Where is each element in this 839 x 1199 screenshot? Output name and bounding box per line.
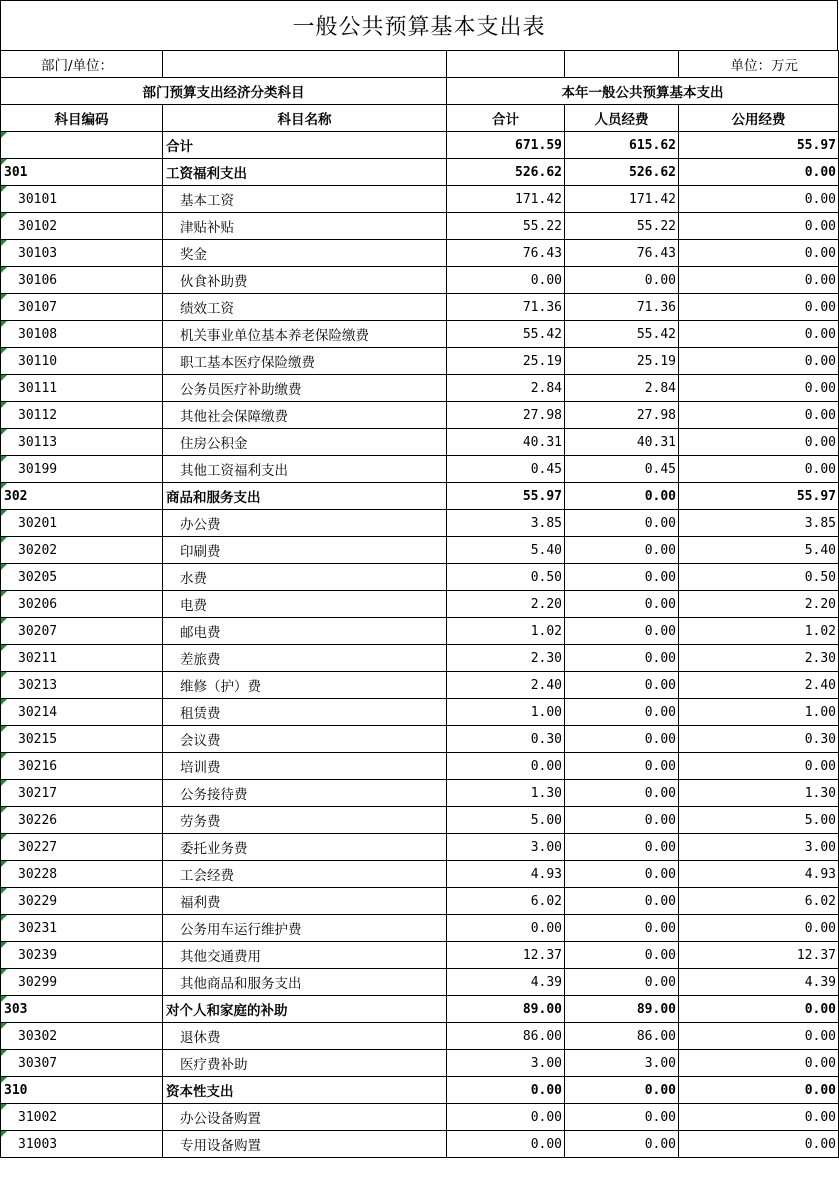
group-header-right: 本年一般公共预算基本支出 xyxy=(447,78,839,105)
row-public-cell[interactable]: 0.00 xyxy=(679,402,839,429)
row-name-cell[interactable]: 基本工资 xyxy=(163,186,447,213)
row-personnel-cell[interactable]: 86.00 xyxy=(565,1023,679,1050)
table-row xyxy=(1,510,839,537)
table-row xyxy=(1,942,839,969)
cell-warning-triangle-icon xyxy=(1,996,7,1002)
cell-warning-triangle-icon xyxy=(1,753,7,759)
row-public-cell[interactable]: 4.39 xyxy=(679,969,839,996)
row-name-cell[interactable]: 机关事业单位基本养老保险缴费 xyxy=(163,321,447,348)
blank-cell[interactable] xyxy=(565,51,679,78)
row-name-cell[interactable]: 工会经费 xyxy=(163,861,447,888)
cell-warning-triangle-icon xyxy=(1,483,7,489)
blank-cell[interactable] xyxy=(447,51,565,78)
row-public-cell[interactable]: 0.00 xyxy=(679,159,839,186)
table-row xyxy=(1,213,839,240)
row-personnel-cell[interactable]: 25.19 xyxy=(565,348,679,375)
row-name-cell[interactable]: 伙食补助费 xyxy=(163,267,447,294)
row-personnel-cell[interactable]: 40.31 xyxy=(565,429,679,456)
row-public-cell[interactable]: 0.00 xyxy=(679,1131,839,1158)
row-public-cell[interactable]: 1.30 xyxy=(679,780,839,807)
col-header-name: 科目名称 xyxy=(163,105,447,132)
row-name-cell[interactable]: 其他社会保障缴费 xyxy=(163,402,447,429)
row-public-cell[interactable]: 55.97 xyxy=(679,132,839,159)
row-personnel-cell[interactable]: 0.00 xyxy=(565,591,679,618)
table-row xyxy=(1,537,839,564)
row-name-cell[interactable]: 医疗费补助 xyxy=(163,1050,447,1077)
row-total-cell[interactable]: 89.00 xyxy=(447,996,565,1023)
row-personnel-cell[interactable]: 0.00 xyxy=(565,618,679,645)
table-row xyxy=(1,591,839,618)
row-total-cell[interactable]: 2.20 xyxy=(447,591,565,618)
row-total-cell[interactable]: 76.43 xyxy=(447,240,565,267)
cell-warning-triangle-icon xyxy=(1,429,7,435)
row-code-cell[interactable]: 30107 xyxy=(1,294,163,321)
row-code-cell[interactable]: 302 xyxy=(1,483,163,510)
row-name-cell[interactable]: 差旅费 xyxy=(163,645,447,672)
row-total-cell[interactable]: 0.00 xyxy=(447,1131,565,1158)
cell-warning-triangle-icon xyxy=(1,1104,7,1110)
row-personnel-cell[interactable]: 0.00 xyxy=(565,807,679,834)
row-public-cell[interactable]: 5.00 xyxy=(679,807,839,834)
row-total-cell[interactable]: 55.97 xyxy=(447,483,565,510)
row-personnel-cell[interactable]: 76.43 xyxy=(565,240,679,267)
col-header-total: 合计 xyxy=(447,105,565,132)
row-name-cell[interactable]: 委托业务费 xyxy=(163,834,447,861)
cell-warning-triangle-icon xyxy=(1,348,7,354)
row-public-cell[interactable]: 0.00 xyxy=(679,240,839,267)
row-personnel-cell[interactable]: 171.42 xyxy=(565,186,679,213)
cell-warning-triangle-icon xyxy=(1,699,7,705)
row-public-cell[interactable]: 0.50 xyxy=(679,564,839,591)
cell-warning-triangle-icon xyxy=(1,888,7,894)
col-header-public: 公用经费 xyxy=(679,105,839,132)
row-public-cell[interactable]: 0.00 xyxy=(679,375,839,402)
row-name-cell[interactable]: 公务员医疗补助缴费 xyxy=(163,375,447,402)
row-total-cell[interactable]: 55.42 xyxy=(447,321,565,348)
table-row xyxy=(1,186,839,213)
row-name-cell[interactable]: 其他工资福利支出 xyxy=(163,456,447,483)
row-personnel-cell[interactable]: 0.00 xyxy=(565,888,679,915)
row-total-cell[interactable]: 671.59 xyxy=(447,132,565,159)
row-total-cell[interactable]: 86.00 xyxy=(447,1023,565,1050)
row-personnel-cell[interactable]: 0.00 xyxy=(565,510,679,537)
row-code-cell[interactable]: 30112 xyxy=(1,402,163,429)
row-code-cell[interactable]: 30213 xyxy=(1,672,163,699)
row-public-cell[interactable]: 0.00 xyxy=(679,294,839,321)
cell-warning-triangle-icon xyxy=(1,591,7,597)
cell-warning-triangle-icon xyxy=(1,942,7,948)
row-public-cell[interactable]: 0.00 xyxy=(679,1077,839,1104)
table-row xyxy=(1,861,839,888)
cell-warning-triangle-icon xyxy=(1,456,7,462)
row-code-cell[interactable]: 30217 xyxy=(1,780,163,807)
row-public-cell[interactable]: 2.20 xyxy=(679,591,839,618)
table-row xyxy=(1,402,839,429)
row-public-cell[interactable]: 1.00 xyxy=(679,699,839,726)
row-personnel-cell[interactable]: 55.42 xyxy=(565,321,679,348)
row-total-cell[interactable]: 3.00 xyxy=(447,1050,565,1077)
cell-warning-triangle-icon xyxy=(1,1023,7,1029)
cell-warning-triangle-icon xyxy=(1,321,7,327)
table-row xyxy=(1,780,839,807)
table-row xyxy=(1,1104,839,1131)
cell-warning-triangle-icon xyxy=(1,915,7,921)
row-personnel-cell[interactable]: 0.00 xyxy=(565,753,679,780)
row-public-cell[interactable]: 0.00 xyxy=(679,186,839,213)
table-row xyxy=(1,618,839,645)
row-name-cell[interactable]: 奖金 xyxy=(163,240,447,267)
cell-warning-triangle-icon xyxy=(1,537,7,543)
row-public-cell[interactable]: 0.00 xyxy=(679,996,839,1023)
row-name-cell[interactable]: 公务用车运行维护费 xyxy=(163,915,447,942)
row-public-cell[interactable]: 0.00 xyxy=(679,915,839,942)
row-personnel-cell[interactable]: 0.00 xyxy=(565,1077,679,1104)
cell-warning-triangle-icon xyxy=(1,510,7,516)
row-total-cell[interactable]: 5.40 xyxy=(447,537,565,564)
row-total-cell[interactable]: 4.93 xyxy=(447,861,565,888)
row-public-cell[interactable]: 12.37 xyxy=(679,942,839,969)
table-row xyxy=(1,132,839,159)
cell-warning-triangle-icon xyxy=(1,1050,7,1056)
row-personnel-cell[interactable]: 0.00 xyxy=(565,780,679,807)
row-personnel-cell[interactable]: 0.00 xyxy=(565,672,679,699)
table-row xyxy=(1,267,839,294)
row-name-cell[interactable]: 公务接待费 xyxy=(163,780,447,807)
table-row xyxy=(1,888,839,915)
row-total-cell[interactable]: 3.85 xyxy=(447,510,565,537)
col-header-code: 科目编码 xyxy=(1,105,163,132)
row-code-cell[interactable]: 30202 xyxy=(1,537,163,564)
row-code-cell[interactable]: 30216 xyxy=(1,753,163,780)
unit-label-cell xyxy=(679,51,839,78)
table-row xyxy=(1,753,839,780)
row-total-cell[interactable]: 40.31 xyxy=(447,429,565,456)
cell-warning-triangle-icon xyxy=(1,213,7,219)
table-row xyxy=(1,348,839,375)
row-total-cell[interactable]: 2.84 xyxy=(447,375,565,402)
row-personnel-cell[interactable]: 0.00 xyxy=(565,834,679,861)
row-public-cell[interactable]: 0.30 xyxy=(679,726,839,753)
dept-value-cell[interactable] xyxy=(163,51,447,78)
row-personnel-cell[interactable]: 0.00 xyxy=(565,861,679,888)
row-total-cell[interactable]: 5.00 xyxy=(447,807,565,834)
row-public-cell[interactable]: 0.00 xyxy=(679,1104,839,1131)
row-name-cell[interactable]: 专用设备购置 xyxy=(163,1131,447,1158)
table-row xyxy=(1,375,839,402)
cell-warning-triangle-icon xyxy=(1,726,7,732)
row-public-cell[interactable]: 2.30 xyxy=(679,645,839,672)
row-name-cell[interactable]: 商品和服务支出 xyxy=(163,483,447,510)
row-name-cell[interactable]: 其他商品和服务支出 xyxy=(163,969,447,996)
row-name-cell[interactable]: 工资福利支出 xyxy=(163,159,447,186)
table-row xyxy=(1,1131,839,1158)
table-row xyxy=(1,915,839,942)
row-name-cell[interactable]: 退休费 xyxy=(163,1023,447,1050)
row-public-cell[interactable]: 0.00 xyxy=(679,753,839,780)
row-public-cell[interactable]: 0.00 xyxy=(679,213,839,240)
row-personnel-cell[interactable]: 615.62 xyxy=(565,132,679,159)
row-name-cell[interactable]: 资本性支出 xyxy=(163,1077,447,1104)
row-public-cell[interactable]: 55.97 xyxy=(679,483,839,510)
cell-warning-triangle-icon xyxy=(1,267,7,273)
table-row xyxy=(1,726,839,753)
row-personnel-cell[interactable]: 2.84 xyxy=(565,375,679,402)
row-total-cell[interactable]: 4.39 xyxy=(447,969,565,996)
table-row xyxy=(1,834,839,861)
row-code-cell[interactable]: 30307 xyxy=(1,1050,163,1077)
row-code-cell[interactable]: 31003 xyxy=(1,1131,163,1158)
row-personnel-cell[interactable]: 0.00 xyxy=(565,726,679,753)
table-row xyxy=(1,159,839,186)
table-row xyxy=(1,645,839,672)
row-total-cell[interactable]: 6.02 xyxy=(447,888,565,915)
row-total-cell[interactable]: 25.19 xyxy=(447,348,565,375)
row-name-cell[interactable]: 住房公积金 xyxy=(163,429,447,456)
row-code-cell[interactable]: 30207 xyxy=(1,618,163,645)
row-total-cell[interactable]: 1.30 xyxy=(447,780,565,807)
row-code-cell[interactable]: 30228 xyxy=(1,861,163,888)
row-personnel-cell[interactable]: 0.00 xyxy=(565,699,679,726)
cell-warning-triangle-icon xyxy=(1,1131,7,1137)
row-public-cell[interactable]: 0.00 xyxy=(679,456,839,483)
row-code-cell[interactable]: 30113 xyxy=(1,429,163,456)
row-personnel-cell[interactable]: 526.62 xyxy=(565,159,679,186)
table-row xyxy=(1,294,839,321)
row-total-cell[interactable]: 0.00 xyxy=(447,1077,565,1104)
row-total-cell[interactable]: 0.30 xyxy=(447,726,565,753)
row-name-cell[interactable]: 其他交通费用 xyxy=(163,942,447,969)
row-code-cell[interactable]: 30205 xyxy=(1,564,163,591)
row-code-cell[interactable]: 31002 xyxy=(1,1104,163,1131)
row-name-cell[interactable]: 电费 xyxy=(163,591,447,618)
col-header-personnel: 人员经费 xyxy=(565,105,679,132)
row-public-cell[interactable]: 5.40 xyxy=(679,537,839,564)
row-personnel-cell[interactable]: 0.00 xyxy=(565,564,679,591)
row-code-cell[interactable]: 30227 xyxy=(1,834,163,861)
row-code-cell[interactable]: 301 xyxy=(1,159,163,186)
row-name-cell[interactable]: 办公费 xyxy=(163,510,447,537)
row-total-cell[interactable]: 0.45 xyxy=(447,456,565,483)
table-row xyxy=(1,456,839,483)
row-total-cell[interactable]: 1.02 xyxy=(447,618,565,645)
unit-label: 单位：万元 xyxy=(730,58,798,74)
cell-warning-triangle-icon xyxy=(1,564,7,570)
cell-warning-triangle-icon xyxy=(1,186,7,192)
cell-warning-triangle-icon xyxy=(1,132,7,138)
row-name-cell[interactable]: 合计 xyxy=(163,132,447,159)
row-code-cell[interactable]: 30211 xyxy=(1,645,163,672)
cell-warning-triangle-icon xyxy=(1,240,7,246)
row-total-cell[interactable]: 2.30 xyxy=(447,645,565,672)
row-personnel-cell[interactable]: 0.00 xyxy=(565,537,679,564)
cell-warning-triangle-icon xyxy=(1,1077,7,1083)
cell-warning-triangle-icon xyxy=(1,834,7,840)
table-row xyxy=(1,672,839,699)
row-name-cell[interactable]: 会议费 xyxy=(163,726,447,753)
row-personnel-cell[interactable]: 0.00 xyxy=(565,267,679,294)
row-name-cell[interactable]: 劳务费 xyxy=(163,807,447,834)
row-public-cell[interactable]: 3.85 xyxy=(679,510,839,537)
row-public-cell[interactable]: 0.00 xyxy=(679,348,839,375)
row-code-cell[interactable]: 30206 xyxy=(1,591,163,618)
row-code-cell[interactable]: 30302 xyxy=(1,1023,163,1050)
budget-table xyxy=(0,50,839,1158)
row-name-cell[interactable]: 邮电费 xyxy=(163,618,447,645)
cell-warning-triangle-icon xyxy=(1,159,7,165)
row-total-cell[interactable]: 2.40 xyxy=(447,672,565,699)
row-code-cell[interactable]: 30103 xyxy=(1,240,163,267)
table-row xyxy=(1,996,839,1023)
row-public-cell[interactable]: 0.00 xyxy=(679,429,839,456)
row-name-cell[interactable]: 水费 xyxy=(163,564,447,591)
row-code-cell[interactable]: 30214 xyxy=(1,699,163,726)
row-total-cell[interactable]: 526.62 xyxy=(447,159,565,186)
cell-warning-triangle-icon xyxy=(1,645,7,651)
row-total-cell[interactable]: 171.42 xyxy=(447,186,565,213)
row-total-cell[interactable]: 3.00 xyxy=(447,834,565,861)
row-public-cell[interactable]: 0.00 xyxy=(679,321,839,348)
row-total-cell[interactable]: 0.00 xyxy=(447,915,565,942)
row-total-cell[interactable]: 71.36 xyxy=(447,294,565,321)
row-code-cell[interactable]: 30229 xyxy=(1,888,163,915)
group-header-left: 部门预算支出经济分类科目 xyxy=(1,78,447,105)
row-public-cell[interactable]: 2.40 xyxy=(679,672,839,699)
sheet-title: 一般公共预算基本支出表 xyxy=(0,0,838,51)
row-personnel-cell[interactable]: 71.36 xyxy=(565,294,679,321)
row-code-cell[interactable]: 310 xyxy=(1,1077,163,1104)
cell-warning-triangle-icon xyxy=(1,780,7,786)
cell-warning-triangle-icon xyxy=(1,402,7,408)
row-name-cell[interactable]: 对个人和家庭的补助 xyxy=(163,996,447,1023)
row-name-cell[interactable]: 津贴补贴 xyxy=(163,213,447,240)
cell-warning-triangle-icon xyxy=(1,861,7,867)
row-personnel-cell[interactable]: 0.00 xyxy=(565,645,679,672)
row-code-cell[interactable]: 30299 xyxy=(1,969,163,996)
row-total-cell[interactable]: 0.00 xyxy=(447,267,565,294)
row-public-cell[interactable]: 3.00 xyxy=(679,834,839,861)
row-public-cell[interactable]: 0.00 xyxy=(679,267,839,294)
row-personnel-cell[interactable]: 0.00 xyxy=(565,483,679,510)
row-name-cell[interactable]: 办公设备购置 xyxy=(163,1104,447,1131)
row-code-cell[interactable]: 30226 xyxy=(1,807,163,834)
cell-warning-triangle-icon xyxy=(1,672,7,678)
row-public-cell[interactable]: 0.00 xyxy=(679,1023,839,1050)
table-row xyxy=(1,969,839,996)
dept-label-cell xyxy=(1,51,163,78)
row-personnel-cell[interactable]: 0.00 xyxy=(565,915,679,942)
row-code-cell[interactable]: 30199 xyxy=(1,456,163,483)
row-code-cell[interactable] xyxy=(1,132,163,159)
row-code-cell[interactable]: 30102 xyxy=(1,213,163,240)
row-code-cell[interactable]: 30231 xyxy=(1,915,163,942)
cell-warning-triangle-icon xyxy=(1,618,7,624)
row-code-cell[interactable]: 30108 xyxy=(1,321,163,348)
row-code-cell[interactable]: 30201 xyxy=(1,510,163,537)
dept-label: 部门/单位： xyxy=(41,58,114,74)
row-personnel-cell[interactable]: 0.00 xyxy=(565,1104,679,1131)
row-personnel-cell[interactable]: 0.00 xyxy=(565,969,679,996)
row-personnel-cell[interactable]: 0.45 xyxy=(565,456,679,483)
row-personnel-cell[interactable]: 3.00 xyxy=(565,1050,679,1077)
cell-warning-triangle-icon xyxy=(1,969,7,975)
table-row xyxy=(1,483,839,510)
row-personnel-cell[interactable]: 27.98 xyxy=(565,402,679,429)
row-name-cell[interactable]: 租赁费 xyxy=(163,699,447,726)
row-total-cell[interactable]: 12.37 xyxy=(447,942,565,969)
row-personnel-cell[interactable]: 55.22 xyxy=(565,213,679,240)
row-code-cell[interactable]: 30106 xyxy=(1,267,163,294)
row-name-cell[interactable]: 印刷费 xyxy=(163,537,447,564)
row-name-cell[interactable]: 培训费 xyxy=(163,753,447,780)
row-total-cell[interactable]: 1.00 xyxy=(447,699,565,726)
cell-warning-triangle-icon xyxy=(1,807,7,813)
row-public-cell[interactable]: 0.00 xyxy=(679,1050,839,1077)
row-total-cell[interactable]: 0.50 xyxy=(447,564,565,591)
row-name-cell[interactable]: 维修（护）费 xyxy=(163,672,447,699)
table-row xyxy=(1,1023,839,1050)
row-public-cell[interactable]: 1.02 xyxy=(679,618,839,645)
row-code-cell[interactable]: 30111 xyxy=(1,375,163,402)
table-row xyxy=(1,807,839,834)
table-row xyxy=(1,1050,839,1077)
row-code-cell[interactable]: 30215 xyxy=(1,726,163,753)
row-personnel-cell[interactable]: 0.00 xyxy=(565,1131,679,1158)
row-code-cell[interactable]: 303 xyxy=(1,996,163,1023)
row-code-cell[interactable]: 30101 xyxy=(1,186,163,213)
row-public-cell[interactable]: 4.93 xyxy=(679,861,839,888)
table-row xyxy=(1,1077,839,1104)
row-total-cell[interactable]: 27.98 xyxy=(447,402,565,429)
row-public-cell[interactable]: 6.02 xyxy=(679,888,839,915)
cell-warning-triangle-icon xyxy=(1,375,7,381)
row-code-cell[interactable]: 30110 xyxy=(1,348,163,375)
row-personnel-cell[interactable]: 0.00 xyxy=(565,942,679,969)
table-row xyxy=(1,429,839,456)
row-personnel-cell[interactable]: 89.00 xyxy=(565,996,679,1023)
row-name-cell[interactable]: 福利费 xyxy=(163,888,447,915)
row-name-cell[interactable]: 职工基本医疗保险缴费 xyxy=(163,348,447,375)
cell-warning-triangle-icon xyxy=(1,294,7,300)
row-total-cell[interactable]: 0.00 xyxy=(447,753,565,780)
table-row xyxy=(1,321,839,348)
table-row xyxy=(1,564,839,591)
row-name-cell[interactable]: 绩效工资 xyxy=(163,294,447,321)
table-row xyxy=(1,240,839,267)
row-code-cell[interactable]: 30239 xyxy=(1,942,163,969)
row-total-cell[interactable]: 0.00 xyxy=(447,1104,565,1131)
row-total-cell[interactable]: 55.22 xyxy=(447,213,565,240)
table-row xyxy=(1,699,839,726)
